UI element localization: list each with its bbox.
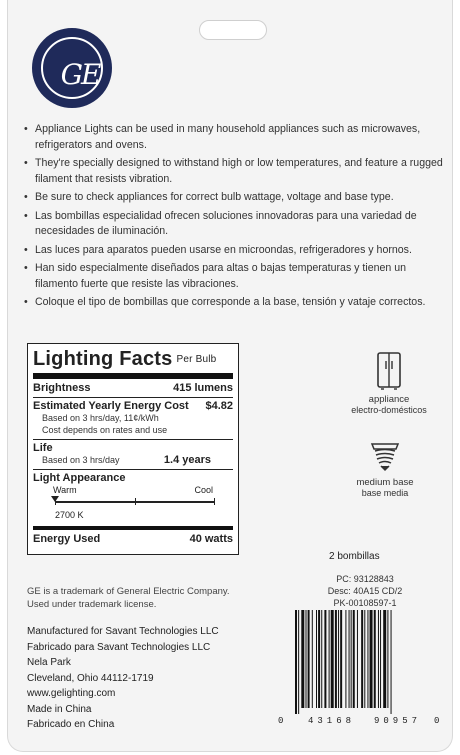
logo-text: GE bbox=[60, 58, 100, 91]
bullet-item: • Las bombillas especialidad ofrecen soluciones innovadoras para una variedad de necesidades de iluminación. bbox=[24, 209, 449, 240]
per-bulb-label: Per Bulb bbox=[176, 354, 217, 365]
appliance-label-es: electro-domésticos bbox=[351, 405, 427, 415]
manufacturer-info bbox=[27, 624, 267, 733]
bullet-item: • Coloque el tipo de bombillas que corresponde a la base, tensión y vataje correctos. bbox=[24, 295, 449, 311]
energy-used-row: Energy Used 40 watts bbox=[33, 533, 233, 545]
barcode-bar bbox=[331, 610, 334, 708]
maker-line: www.gelighting.com bbox=[27, 688, 116, 699]
bullet-item: • Be sure to check appliances for correct bulb wattage, voltage and base type. bbox=[24, 190, 449, 206]
maker-line: Fabricado para Savant Technologies LLC bbox=[27, 641, 211, 653]
barcode-right-digits: 90957 bbox=[374, 716, 422, 726]
base-label: medium base bbox=[356, 477, 414, 488]
desc-code: Desc: 40A15 CD/2 bbox=[327, 586, 403, 596]
facts-title: Lighting Facts Per Bulb bbox=[33, 348, 217, 370]
description-list bbox=[24, 122, 449, 314]
lighting-facts-panel bbox=[27, 343, 239, 555]
appearance-marker bbox=[51, 496, 59, 502]
divider bbox=[33, 526, 233, 530]
barcode-bar bbox=[383, 610, 386, 708]
barcode-bar bbox=[298, 610, 299, 714]
barcode-bar bbox=[367, 610, 368, 708]
barcode-bar bbox=[301, 610, 304, 708]
bullet-item: • They're specially designed to withstand high or low temperatures, and feature a rugged filament that resists vibration. bbox=[24, 156, 449, 187]
barcode-bar bbox=[361, 610, 363, 708]
barcode-bar bbox=[378, 610, 379, 708]
barcode-bar bbox=[308, 610, 310, 708]
appearance-row: Light Appearance bbox=[33, 472, 126, 484]
barcode-bar bbox=[295, 610, 297, 714]
divider bbox=[33, 439, 233, 440]
barcode-bar bbox=[380, 610, 381, 708]
barcode-bar bbox=[306, 610, 307, 708]
life-detail-row: Based on 3 hrs/day 1.4 years bbox=[42, 454, 211, 466]
barcode-bar bbox=[349, 610, 350, 708]
bullet-item: • Appliance Lights can be used in many household appliances such as microwaves, refrigerators and ovens. bbox=[24, 122, 449, 153]
quantity-label: 2 bombillas bbox=[329, 551, 380, 562]
barcode-bar bbox=[338, 610, 339, 708]
barcode-bar bbox=[335, 610, 337, 708]
barcode-bar bbox=[324, 610, 326, 708]
medium-base-icon bbox=[368, 440, 402, 474]
maker-line: Made in China bbox=[27, 703, 92, 715]
hang-hole bbox=[199, 20, 267, 40]
appliance-label: appliance bbox=[368, 394, 410, 405]
appliance-block bbox=[339, 351, 439, 416]
bullet-item: • Han sido especialmente diseñados para altas o bajas temperaturas y tienen un filamento fuerte que resiste las vibraciones. bbox=[24, 261, 449, 292]
barcode-last-digit: 0 bbox=[434, 716, 440, 726]
barcode-left-digits: 43168 bbox=[308, 716, 356, 726]
barcode-bar bbox=[374, 610, 376, 708]
barcode-bar bbox=[353, 610, 355, 708]
barcode-first-digit: 0 bbox=[278, 716, 284, 726]
maker-line: Nela Park bbox=[27, 657, 71, 668]
pk-code: PK-00108597-1 bbox=[333, 598, 397, 608]
maker-line: Fabricado en China bbox=[27, 719, 115, 730]
barcode-bar bbox=[312, 610, 313, 708]
ge-logo bbox=[32, 28, 112, 108]
bullet-item: • Las luces para aparatos pueden usarse en microondas, refrigeradores y hornos. bbox=[24, 243, 449, 259]
base-block bbox=[335, 440, 435, 499]
barcode-image bbox=[293, 610, 441, 714]
divider bbox=[33, 397, 233, 398]
maker-line: Manufactured for Savant Technologies LLC bbox=[27, 626, 219, 637]
divider bbox=[33, 373, 233, 379]
base-label-es: base media bbox=[361, 488, 409, 498]
energy-cost-row: Estimated Yearly Energy Cost $4.82 bbox=[33, 400, 233, 412]
barcode-bar bbox=[391, 610, 392, 714]
barcode-bar bbox=[340, 610, 342, 708]
appearance-scale bbox=[55, 495, 215, 509]
energy-note: Based on 3 hrs/day, 11¢/kWh bbox=[42, 413, 159, 423]
brightness-row: Brightness 415 lumens bbox=[33, 382, 233, 394]
life-row: Life bbox=[33, 442, 53, 454]
barcode-bar bbox=[316, 610, 317, 708]
pc-code: PC: 93128843 bbox=[336, 574, 394, 584]
kelvin-value: 2700 K bbox=[55, 510, 84, 520]
energy-note: Cost depends on rates and use bbox=[42, 425, 168, 435]
divider bbox=[33, 469, 233, 470]
barcode-bar bbox=[387, 610, 388, 708]
barcode-bar bbox=[329, 610, 330, 708]
package-card bbox=[7, 0, 453, 752]
trademark-note: GE is a trademark of General Electric Company. Used under trademark license. bbox=[27, 586, 230, 610]
maker-line: Cleveland, Ohio 44112-1719 bbox=[27, 672, 154, 684]
barcode-bar bbox=[370, 610, 373, 708]
appearance-scale-labels: Warm Cool bbox=[53, 485, 213, 495]
barcode-bar bbox=[321, 610, 322, 708]
product-codes bbox=[325, 573, 405, 609]
barcode-bar bbox=[351, 610, 352, 708]
barcode-bar bbox=[318, 610, 320, 708]
barcode-bar bbox=[364, 610, 365, 708]
barcode-bar bbox=[357, 610, 358, 708]
refrigerator-icon bbox=[374, 351, 404, 391]
barcode-bar bbox=[345, 610, 346, 708]
